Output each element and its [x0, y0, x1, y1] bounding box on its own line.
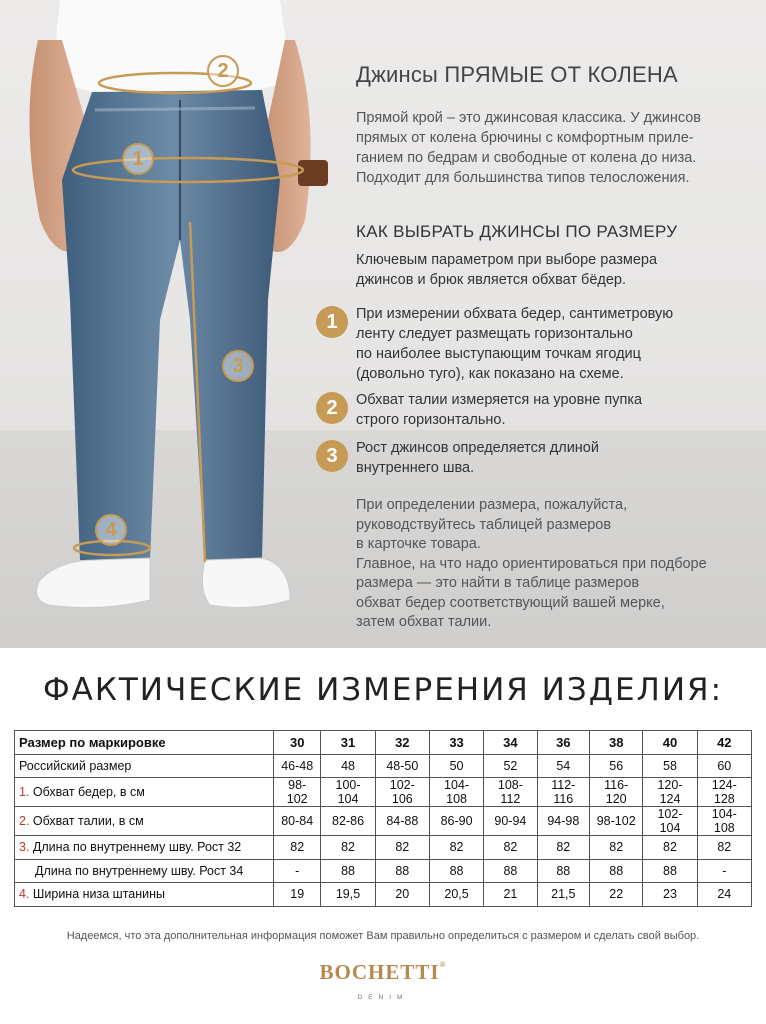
step-line: по наиболее выступающим точкам ягодиц: [356, 346, 641, 362]
guide-key-text: [356, 250, 657, 290]
table-cell: 84-88: [375, 807, 429, 836]
step-number-badge: 3: [316, 440, 348, 472]
table-cell: 88: [537, 859, 589, 883]
table-cell: 98-102: [590, 807, 643, 836]
size-header: 31: [321, 731, 375, 755]
size-advice-note: [356, 496, 707, 633]
product-title: Джинсы ПРЯМЫЕ ОТ КОЛЕНА: [356, 62, 678, 87]
table-cell: 88: [643, 859, 697, 883]
size-header: 36: [537, 731, 589, 755]
table-cell: 80-84: [274, 807, 321, 836]
table-cell: 22: [590, 883, 643, 907]
row-label-text: Обхват бедер, в см: [32, 785, 145, 799]
note-line: руководствуйтесь таблицей размеров: [356, 516, 612, 533]
step-line: строго горизонтально.: [356, 412, 506, 428]
table-row: [15, 859, 752, 883]
table-header-row: [15, 731, 752, 755]
brand-logo: [0, 960, 766, 985]
row-label-text: Длина по внутреннему шву. Рост 32: [32, 840, 242, 855]
brand-name: BOCHETTI: [319, 960, 440, 984]
table-cell: 82: [484, 836, 537, 860]
registered-mark: ®: [439, 960, 447, 969]
table-cell: 102-106: [375, 778, 429, 807]
row-label: [15, 778, 274, 807]
note-line: обхват бедер соответствующий вашей мерке,: [356, 594, 665, 611]
table-cell: 58: [643, 754, 697, 778]
row-label: [15, 836, 274, 860]
step-line: внутреннего шва.: [356, 460, 475, 476]
table-cell: 82: [537, 836, 589, 860]
table-cell: 54: [537, 754, 589, 778]
note-line: в карточке товара.: [356, 536, 481, 552]
table-cell: 46-48: [274, 754, 321, 778]
table-cell: 20: [375, 883, 429, 907]
row-label-text: Длина по внутреннему шву. Рост 34: [35, 863, 244, 878]
photo-badge-3: 3: [222, 350, 254, 382]
table-cell: 24: [697, 883, 751, 907]
description-line: Подходит для большинства типов телосложения.: [356, 170, 690, 186]
table-cell: 116-120: [590, 778, 643, 807]
table-cell: 23: [643, 883, 697, 907]
row-number: 2.: [19, 814, 30, 828]
table-cell: 100-104: [321, 778, 375, 807]
description-line: прямых от колена брючины с комфортным приле-: [356, 130, 694, 146]
step-text: [356, 438, 599, 478]
table-cell: 98-102: [274, 778, 321, 807]
size-header: 33: [429, 731, 483, 755]
table-cell: 82: [321, 836, 375, 860]
size-header: 30: [274, 731, 321, 755]
row-label-text: Обхват талии, в см: [32, 814, 144, 828]
step-line: Рост джинсов определяется длиной: [356, 440, 599, 456]
product-description: [356, 108, 748, 188]
table-header-label: Размер по маркировке: [15, 731, 274, 755]
table-cell: 88: [429, 859, 483, 883]
brand-subtitle: DENIM: [357, 994, 409, 1001]
table-cell: 56: [590, 754, 643, 778]
row-number: 4.: [19, 887, 30, 902]
table-cell: 82: [590, 836, 643, 860]
table-cell: 50: [429, 754, 483, 778]
table-body: [15, 754, 752, 906]
photo-badge-2: 2: [207, 55, 239, 87]
table-cell: 94-98: [537, 807, 589, 836]
table-cell: 112-116: [537, 778, 589, 807]
table-cell: 82: [643, 836, 697, 860]
step-line: ленту следует размещать горизонтально: [356, 326, 633, 342]
row-label-text: Российский размер: [19, 758, 132, 773]
table-cell: 88: [590, 859, 643, 883]
table-cell: 60: [697, 754, 751, 778]
table-row: [15, 807, 752, 836]
table-cell: 120-124: [643, 778, 697, 807]
note-line: затем обхват талии.: [356, 614, 492, 630]
key-line: Ключевым параметром при выборе размера: [356, 252, 658, 268]
row-label: [15, 883, 274, 907]
measurements-title: ФАКТИЧЕСКИЕ ИЗМЕРЕНИЯ ИЗДЕЛИЯ:: [42, 672, 724, 708]
row-label: [15, 754, 274, 778]
table-row: [15, 883, 752, 907]
table-cell: 102-104: [643, 807, 697, 836]
step-number-badge: 1: [316, 306, 348, 338]
row-label-text: Ширина низа штанины: [32, 887, 166, 902]
note-line: Главное, на что надо ориентироваться при подборе: [356, 555, 707, 572]
footer-note: Надеемся, что эта дополнительная информация поможет Вам правильно определиться с размером и сделать свой выбор.: [66, 930, 700, 942]
model-photo: [0, 0, 340, 648]
table-cell: 19: [274, 883, 321, 907]
step-line: При измерении обхвата бедер, сантиметровую: [356, 306, 674, 322]
table-cell: 48: [321, 754, 375, 778]
table-cell: 82: [375, 836, 429, 860]
table-cell: 90-94: [484, 807, 537, 836]
step-line: (довольно туго), как показано на схеме.: [356, 366, 624, 382]
table-cell: 19,5: [321, 883, 375, 907]
table-cell: 104-108: [697, 807, 751, 836]
size-header: 40: [643, 731, 697, 755]
table-cell: 82-86: [321, 807, 375, 836]
row-label: [15, 807, 274, 836]
table-cell: 82: [274, 836, 321, 860]
table-cell: 20,5: [429, 883, 483, 907]
table-cell: 52: [484, 754, 537, 778]
size-header: 34: [484, 731, 537, 755]
note-line: При определении размера, пожалуйста,: [356, 497, 628, 513]
table-cell: 21: [484, 883, 537, 907]
note-line: размера — это найти в таблице размеров: [356, 575, 640, 591]
table-cell: 21,5: [537, 883, 589, 907]
table-cell: 82: [429, 836, 483, 860]
step-line: Обхват талии измеряется на уровне пупка: [356, 392, 643, 408]
row-label: [15, 859, 274, 883]
photo-badge-1: 1: [122, 143, 154, 175]
size-header: 42: [697, 731, 751, 755]
table-cell: 124-128: [697, 778, 751, 807]
table-cell: 108-112: [484, 778, 537, 807]
key-line: джинсов и брюк является обхват бёдер.: [356, 272, 627, 288]
step-text: [356, 304, 673, 384]
step-number-badge: 2: [316, 392, 348, 424]
table-cell: 104-108: [429, 778, 483, 807]
table-cell: 86-90: [429, 807, 483, 836]
table-cell: 48-50: [375, 754, 429, 778]
row-number: 1.: [19, 785, 30, 799]
description-line: Прямой крой – это джинсовая классика. У джинсов: [356, 110, 702, 126]
table-cell: -: [697, 859, 751, 883]
table-cell: 88: [321, 859, 375, 883]
table-row: [15, 836, 752, 860]
table-row: [15, 754, 752, 778]
row-number: 3.: [19, 840, 30, 855]
photo-badge-4: 4: [95, 514, 127, 546]
table-row: [15, 778, 752, 807]
size-header: 38: [590, 731, 643, 755]
description-line: ганием по бедрам и свободные от колена до низа.: [356, 150, 697, 166]
guide-heading: КАК ВЫБРАТЬ ДЖИНСЫ ПО РАЗМЕРУ: [356, 222, 678, 241]
table-cell: 82: [697, 836, 751, 860]
size-header: 32: [375, 731, 429, 755]
step-text: [356, 390, 642, 430]
table-cell: 88: [484, 859, 537, 883]
table-cell: -: [274, 859, 321, 883]
table-cell: 88: [375, 859, 429, 883]
size-table: [14, 730, 752, 907]
